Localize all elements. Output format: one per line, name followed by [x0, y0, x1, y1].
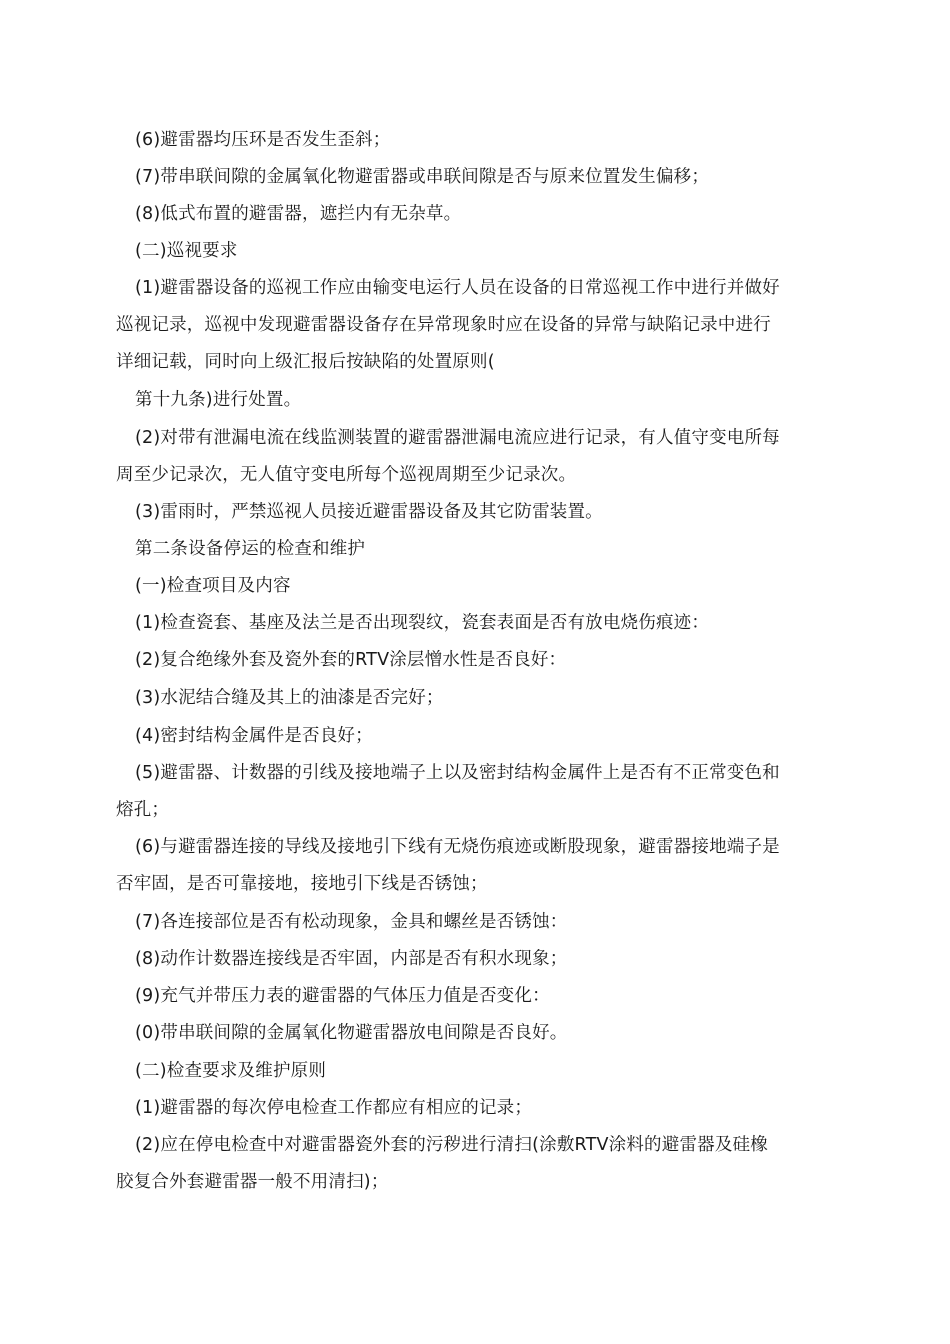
- text-line: (8)低式布置的避雷器，遮拦内有无杂草。: [135, 204, 462, 224]
- text-line: 熔孔；: [116, 800, 170, 820]
- text-line: 详细记载，同时向上级汇报后按缺陷的处置原则(: [116, 352, 495, 372]
- text-line: 胶复合外套避雷器一般不用清扫)；: [116, 1172, 389, 1192]
- section-heading: (二)检查要求及维护原则: [135, 1061, 327, 1081]
- text-line: (3)雷雨时，严禁巡视人员接近避雷器设备及其它防雷装置。: [135, 502, 603, 522]
- text-line: 否牢固，是否可靠接地，接地引下线是否锈蚀；: [116, 874, 488, 894]
- text-line: (6)与避雷器连接的导线及接地引下线有无烧伤痕迹或断股现象，避雷器接地端子是: [135, 837, 780, 857]
- text-line: (1)检查瓷套、基座及法兰是否出现裂纹，瓷套表面是否有放电烧伤痕迹：: [135, 613, 710, 633]
- section-heading: (二)巡视要求: [135, 241, 238, 261]
- section-heading: 第二条设备停运的检查和维护: [135, 539, 366, 559]
- text-line: (9)充气并带压力表的避雷器的气体压力值是否变化：: [135, 986, 550, 1006]
- text-line: 巡视记录，巡视中发现避雷器设备存在异常现象时应在设备的异常与缺陷记录中进行: [116, 315, 771, 335]
- section-heading: (一)检查项目及内容: [135, 576, 291, 596]
- text-line: (3)水泥结合缝及其上的油漆是否完好；: [135, 688, 444, 708]
- text-line: (7)各连接部位是否有松动现象，金具和螺丝是否锈蚀：: [135, 912, 568, 932]
- text-line: (7)带串联间隙的金属氧化物避雷器或串联间隙是否与原来位置发生偏移；: [135, 167, 710, 187]
- text-line: (2)复合绝缘外套及瓷外套的RTV涂层憎水性是否良好：: [135, 650, 567, 670]
- text-line: 周至少记录次，无人值守变电所每个巡视周期至少记录次。: [116, 465, 577, 485]
- text-line: (5)避雷器、计数器的引线及接地端子上以及密封结构金属件上是否有不正常变色和: [135, 763, 780, 783]
- text-line: (1)避雷器的每次停电检查工作都应有相应的记录；: [135, 1098, 533, 1118]
- text-line: (6)避雷器均压环是否发生歪斜；: [135, 130, 391, 150]
- text-line: (2)应在停电检查中对避雷器瓷外套的污秽进行清扫(涂敷RTV涂料的避雷器及硅橡: [135, 1135, 768, 1155]
- text-line: (4)密封结构金属件是否良好；: [135, 726, 373, 746]
- text-line: 第十九条)进行处置。: [135, 390, 302, 410]
- text-line: (1)避雷器设备的巡视工作应由输变电运行人员在设备的日常巡视工作中进行并做好: [135, 278, 780, 298]
- text-line: (2)对带有泄漏电流在线监测装置的避雷器泄漏电流应进行记录，有人值守变电所每: [135, 428, 780, 448]
- text-line: (0)带串联间隙的金属氧化物避雷器放电间隙是否良好。: [135, 1023, 568, 1043]
- text-line: (8)动作计数器连接线是否牢固，内部是否有积水现象；: [135, 949, 568, 969]
